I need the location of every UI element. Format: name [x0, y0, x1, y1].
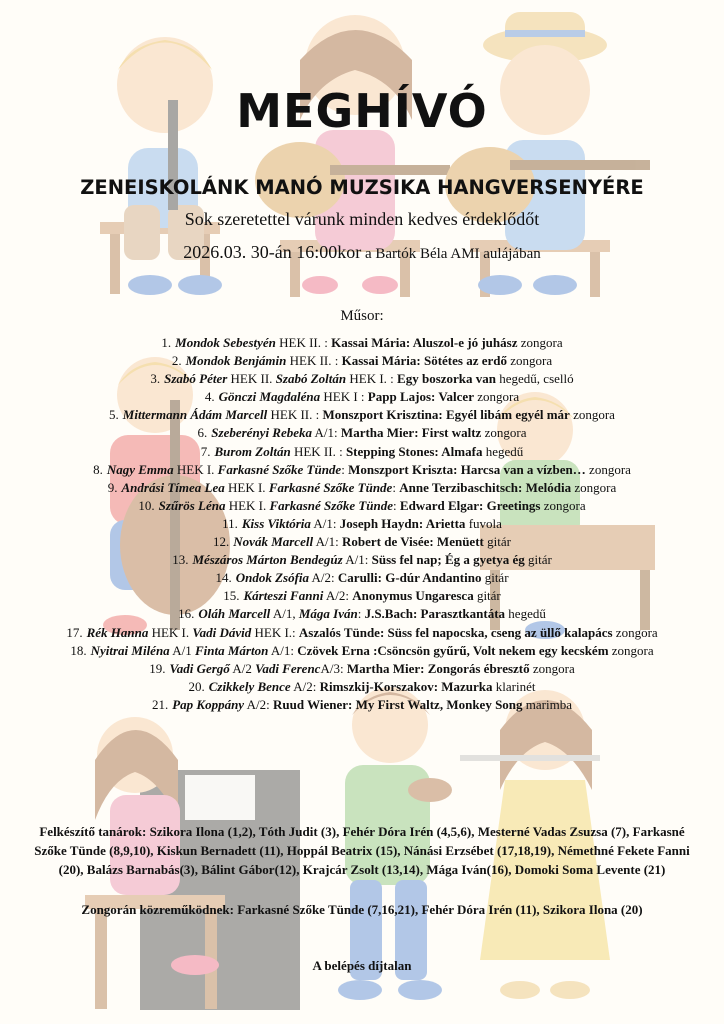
program-item-performers: Rék Hanna — [86, 624, 149, 640]
program-item-number: 1. — [161, 335, 172, 350]
program-item-piece: Edward Elgar: Greetings — [399, 497, 541, 513]
program-item-class: A/1, — [270, 606, 299, 622]
program-item-performers: Mittermann Ádám Marcell — [122, 407, 268, 423]
program-item-number: 14. — [215, 570, 232, 586]
program-item-piece: Robert de Visée: Menüett — [341, 534, 484, 550]
entry-free-note: A belépés díjtalan — [312, 958, 412, 973]
program-item-instrument: gitár — [483, 534, 511, 550]
program-item-number: 8. — [93, 461, 103, 477]
program-item-performers: Szűrös Léna — [158, 497, 226, 513]
program-item-number: 9. — [107, 479, 118, 495]
program-item-number: 18. — [70, 642, 87, 658]
program-item-number: 5. — [109, 407, 119, 423]
program-item-piece: Czövek Erna :Csöncsön gyűrű, Volt nekem egy kecském — [297, 642, 609, 658]
program-item-instrument: zongora — [517, 335, 563, 350]
program-item-performers: Mészáros Márton Bendegúz — [192, 552, 343, 568]
program-item — [40, 551, 684, 569]
program-item-piece: Rimszkij-Korszakov: Mazurka — [319, 678, 493, 694]
program-item-piece: J.S.Bach: Parasztkantáta — [364, 606, 506, 622]
accompanists-credits: Zongorán közreműködnek: Farkasné Szőke Tünde (7,16,21), Fehér Dóra Irén (11), Szikora Ilona (20) — [81, 902, 643, 917]
program-item — [40, 515, 684, 533]
program-item-piece: Ruud Wiener: My First Waltz, Monkey Song — [273, 696, 523, 712]
program-item-number: 17. — [66, 624, 83, 640]
program-item — [40, 678, 684, 696]
program-item — [40, 388, 684, 406]
program-item-piece: Carulli: G-dúr Andantino — [337, 570, 482, 586]
program-item-class: A/2: — [244, 696, 273, 712]
program-item — [40, 424, 684, 442]
program-item-class: A/2: — [323, 588, 353, 604]
program-item-instrument: klarinét — [492, 678, 536, 694]
program-item-class: A/2 — [229, 660, 256, 676]
program-item-class-2: : — [392, 479, 400, 495]
program-item-performers-2: Farkasné Szőke Tünde — [217, 461, 342, 477]
program-item-instrument: zongora — [608, 642, 654, 658]
program-item — [40, 660, 684, 678]
program-item-class-2: : — [393, 497, 400, 513]
program-item-class: HEK I. — [225, 497, 270, 513]
program-item-piece: Anonymus Ungaresca — [352, 588, 474, 604]
program-item-number: 2. — [171, 353, 182, 369]
program-item-instrument: gitár — [481, 570, 509, 586]
program-item-class-2: A/3: — [320, 660, 347, 676]
program-item-instrument: zongora — [585, 461, 631, 477]
program-item-number: 15. — [223, 588, 240, 604]
program-item-instrument: zongora — [529, 660, 575, 676]
program-item — [40, 479, 684, 497]
program-item-piece: Martha Mier: First waltz — [340, 425, 482, 441]
program-item — [40, 624, 684, 642]
program-item — [40, 443, 684, 461]
program-item — [40, 406, 684, 424]
program-item-class: HEK I : — [320, 389, 368, 405]
program-item-class: A/1: — [310, 515, 340, 531]
program-item-class: HEK II. : — [286, 353, 342, 369]
program-item-number: 10. — [138, 497, 155, 513]
program-item-performers: Burom Zoltán — [214, 443, 291, 459]
program-item-piece: Martha Mier: Zongorás ébresztő — [346, 660, 530, 676]
program-item-performers: Nyitrai Miléna — [90, 642, 170, 658]
program-item-instrument: zongora — [473, 389, 520, 405]
program-item — [40, 569, 684, 587]
program-item-performers-2: Farkasné Szőke Tünde — [269, 497, 394, 513]
program-item — [40, 642, 684, 660]
program-item-class: A/1 — [169, 642, 195, 658]
event-datetime-venue — [0, 242, 724, 263]
program-item-class: A/1: — [313, 534, 342, 550]
program-item-performers-2: Finta Márton — [194, 642, 269, 658]
program-item — [40, 497, 684, 515]
program-list — [40, 334, 684, 714]
program-item-class: HEK I. — [173, 461, 218, 477]
program-item-piece: Egy boszorka van — [397, 371, 497, 387]
program-item-performers: Gönczi Magdaléna — [218, 389, 321, 405]
program-item-instrument: zongora — [612, 624, 658, 640]
program-item-instrument: hegedű — [505, 606, 546, 622]
program-item-class-2: : — [357, 606, 365, 622]
program-item-piece: Anne Terzibaschitsch: Melódia — [399, 479, 572, 495]
program-item-performers: Kárteszi Fanni — [243, 588, 324, 604]
program-item-instrument: zongora — [481, 425, 527, 441]
program-item-performers: Ondok Zsófia — [235, 570, 310, 586]
program-item-piece: Stepping Stones: Almafa — [345, 443, 483, 459]
event-datetime: 2026.03. 30-án 16:00kor — [183, 242, 362, 262]
concert-subtitle: ZENEISKOLÁNK MANÓ MUZSIKA HANGVERSENYÉRE — [80, 176, 644, 199]
program-item-class: HEK I. — [224, 479, 269, 495]
program-item-piece: Papp Lajos: Valcer — [367, 389, 474, 405]
program-item-number: 13. — [172, 552, 189, 568]
program-item-performers-2: Vadi Dávid — [192, 624, 252, 640]
program-item-performers: Szabó Péter — [164, 371, 228, 387]
program-item-class: A/1: — [342, 552, 372, 568]
program-item-number: 19. — [149, 660, 166, 676]
program-item-performers: Nagy Emma — [106, 461, 174, 477]
program-item — [40, 587, 684, 605]
program-item — [40, 352, 684, 370]
program-item-instrument: gitár — [473, 588, 501, 604]
program-heading: Műsor: — [340, 308, 384, 324]
program-item-performers: Novák Marcell — [233, 534, 314, 550]
program-item-performers: Mondok Sebestyén — [175, 335, 276, 350]
program-item-instrument: fuvola — [465, 515, 502, 531]
program-item-performers: Oláh Marcell — [198, 606, 271, 622]
event-venue: a Bartók Béla AMI aulájában — [361, 246, 541, 262]
program-item — [40, 334, 684, 352]
program-item-performers-2: Mága Iván — [298, 606, 358, 622]
program-item — [40, 696, 684, 714]
program-item-instrument: hegedű — [482, 443, 524, 459]
program-item-instrument: gitár — [524, 552, 552, 568]
program-item — [40, 370, 684, 388]
program-item-number: 11. — [222, 515, 238, 531]
program-item-class: HEK II. — [227, 371, 276, 387]
program-item-performers: Vadi Gergő — [169, 660, 230, 676]
program-item-instrument: zongora — [540, 497, 586, 513]
program-item-instrument: marimba — [522, 696, 573, 712]
program-item-piece: Joseph Haydn: Arietta — [339, 515, 466, 531]
program-item-number: 16. — [178, 606, 195, 622]
program-item-piece: Aszalós Tünde: Süss fel napocska, cseng az üllő kalapács — [298, 624, 613, 640]
program-item-class: A/2: — [290, 678, 320, 694]
program-item-performers: Andrási Tímea Lea — [121, 479, 225, 495]
program-item-performers: Szeberényi Rebeka — [211, 425, 313, 441]
program-item-performers: Mondok Benjámin — [185, 353, 287, 369]
program-item-class: HEK II. : — [267, 407, 323, 423]
program-item-instrument: zongora — [569, 407, 615, 423]
program-item-number: 12. — [213, 534, 230, 550]
program-item-class-2: HEK I.: — [251, 624, 299, 640]
program-item-class-2: HEK I. : — [346, 371, 398, 387]
program-item-number: 4. — [204, 389, 215, 405]
program-item-number: 7. — [200, 443, 211, 459]
program-item-class: A/2: — [309, 570, 338, 586]
program-item-performers-2: Szabó Zoltán — [275, 371, 347, 387]
invitation-title: MEGHÍVÓ — [236, 84, 488, 138]
program-item-piece: Monszport Krisztina: Egyél libám egyél már — [322, 407, 570, 423]
program-item-class-2: : — [341, 461, 349, 477]
program-item-instrument: zongora — [507, 353, 553, 369]
program-item-number: 3. — [150, 371, 161, 387]
program-item-piece: Kassai Mária: Aluszol-e jó juhász — [331, 335, 518, 350]
program-item-piece: Monszport Kriszta: Harcsa van a vízben… — [348, 461, 586, 477]
program-item-class-2: A/1: — [268, 642, 298, 658]
program-item — [40, 605, 684, 623]
program-item-number: 20. — [188, 678, 205, 694]
program-item-number: 6. — [197, 425, 208, 441]
program-item-performers-2: Vadi Ferenc — [255, 660, 321, 676]
program-item-class: HEK II. : — [290, 443, 346, 459]
program-item-performers: Pap Koppány — [172, 696, 245, 712]
program-item-instrument: hegedű, cselló — [496, 371, 574, 387]
program-item-piece: Kassai Mária: Sötétes az erdő — [341, 353, 507, 369]
program-item-number: 21. — [151, 696, 169, 712]
program-item-performers: Kiss Viktória — [241, 515, 311, 531]
program-item — [40, 533, 684, 551]
program-item-class: HEK II. : — [275, 335, 332, 350]
program-item-class: HEK I. — [148, 624, 193, 640]
program-item-class: A/1: — [312, 425, 341, 441]
program-item — [40, 461, 684, 479]
program-item-performers: Czikkely Bence — [208, 678, 291, 694]
program-item-instrument: zongora — [571, 479, 617, 495]
greeting-line: Sok szeretettel várunk minden kedves érdeklődőt — [184, 209, 540, 229]
program-item-piece: Süss fel nap; Ég a gyetya ég — [371, 552, 525, 568]
teachers-credits: Felkészítő tanárok: Szikora Ilona (1,2), Tóth Judit (3), Fehér Dóra Irén (4,5,6), Mesterné Vadas Zsuzsa (7), Farkasné Szőke Tünde (8,9,10), Kiskun Bernadett (11), Hoppál Beatrix (15), Nánási Erzsébet (17,18,19), Némethné Fekete Fanni (20), Balázs Barnabás(3), Bálint Gábor(12), Krajcár Zsolt (13,14), Mága Iván(16), Domoki Soma Levente (21) — [34, 824, 690, 877]
program-item-performers-2: Farkasné Szőke Tünde — [268, 479, 393, 495]
